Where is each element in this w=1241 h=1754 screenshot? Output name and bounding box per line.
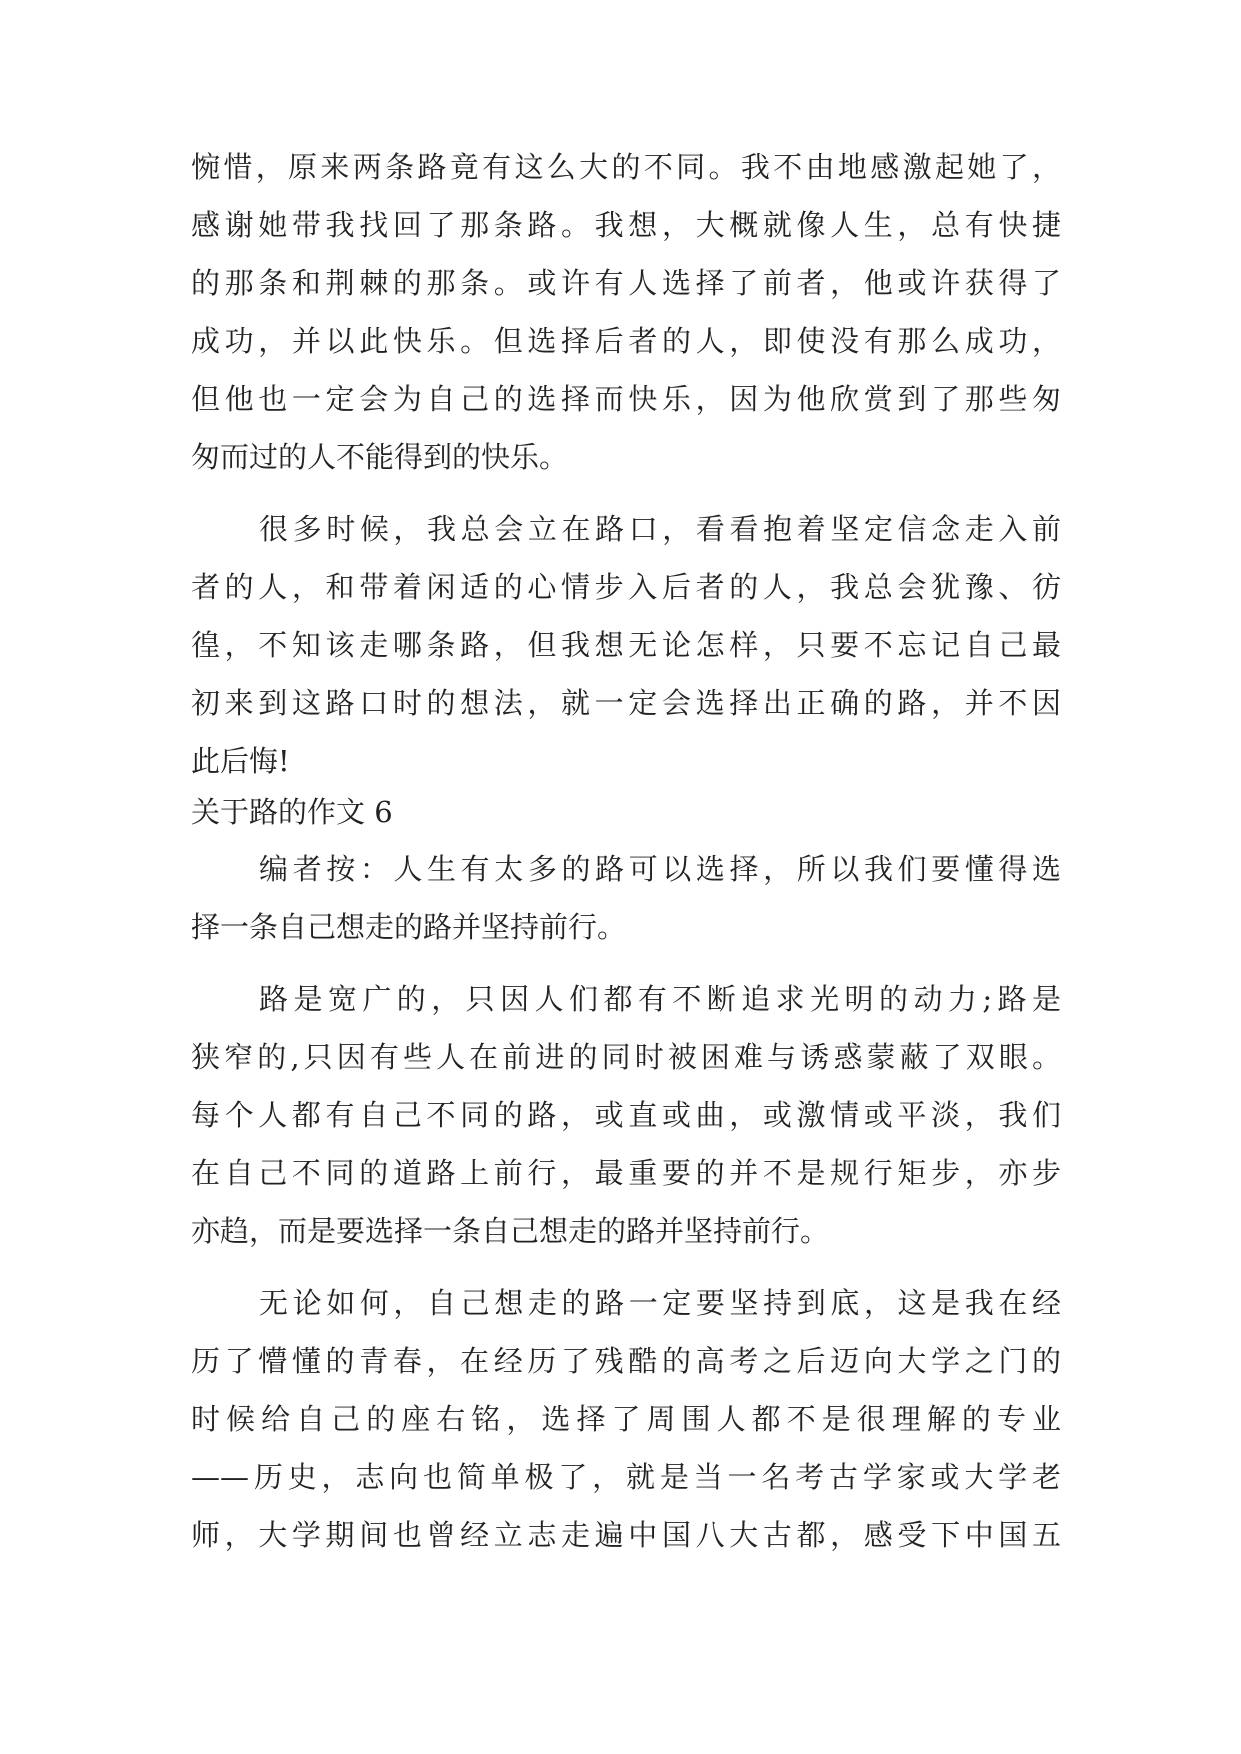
text-line: 历了懵懂的青春，在经历了残酷的高考之后迈向大学之门的: [191, 1344, 1061, 1378]
text-line: 匆而过的人不能得到的快乐。: [191, 440, 569, 474]
text-line: 每个人都有自己不同的路，或直或曲，或激情或平淡，我们: [191, 1098, 1061, 1132]
text-line: 亦趋，而是要选择一条自己想走的路并坚持前行。: [191, 1214, 830, 1248]
text-line: 但他也一定会为自己的选择而快乐，因为他欣赏到了那些匆: [191, 382, 1061, 416]
text-line: 择一条自己想走的路并坚持前行。: [191, 910, 627, 944]
section-heading: 关于路的作文 6: [191, 795, 393, 829]
text-line: 在自己不同的道路上前行，最重要的并不是规行矩步，亦步: [191, 1156, 1061, 1190]
text-line: 时候给自己的座右铭，选择了周围人都不是很理解的专业: [191, 1402, 1061, 1436]
text-line: ——历史，志向也简单极了，就是当一名考古学家或大学老: [191, 1460, 1061, 1494]
text-line: 师，大学期间也曾经立志走遍中国八大古都，感受下中国五: [191, 1518, 1061, 1552]
paragraph-first-line: 无论如何，自己想走的路一定要坚持到底，这是我在经: [259, 1286, 1061, 1320]
text-line: 者的人，和带着闲适的心情步入后者的人，我总会犹豫、彷: [191, 570, 1061, 604]
text-line: 徨，不知该走哪条路，但我想无论怎样，只要不忘记自己最: [191, 628, 1061, 662]
paragraph-first-line: 编者按：人生有太多的路可以选择，所以我们要懂得选: [259, 852, 1061, 886]
text-line: 的那条和荆棘的那条。或许有人选择了前者，他或许获得了: [191, 266, 1061, 300]
text-line: 初来到这路口时的想法，就一定会选择出正确的路，并不因: [191, 686, 1061, 720]
text-line: 狭窄的,只因有些人在前进的同时被困难与诱惑蒙蔽了双眼。: [191, 1040, 1061, 1074]
text-line: 感谢她带我找回了那条路。我想，大概就像人生，总有快捷: [191, 208, 1061, 242]
text-line: 成功，并以此快乐。但选择后者的人，即使没有那么成功，: [191, 324, 1061, 358]
paragraph-first-line: 很多时候，我总会立在路口，看看抱着坚定信念走入前: [259, 512, 1061, 546]
text-line: 惋惜，原来两条路竟有这么大的不同。我不由地感激起她了，: [191, 150, 1061, 184]
text-line: 此后悔!: [191, 744, 290, 778]
paragraph-first-line: 路是宽广的，只因人们都有不断追求光明的动力;路是: [259, 982, 1061, 1016]
document-page: [191, 0, 1061, 1754]
